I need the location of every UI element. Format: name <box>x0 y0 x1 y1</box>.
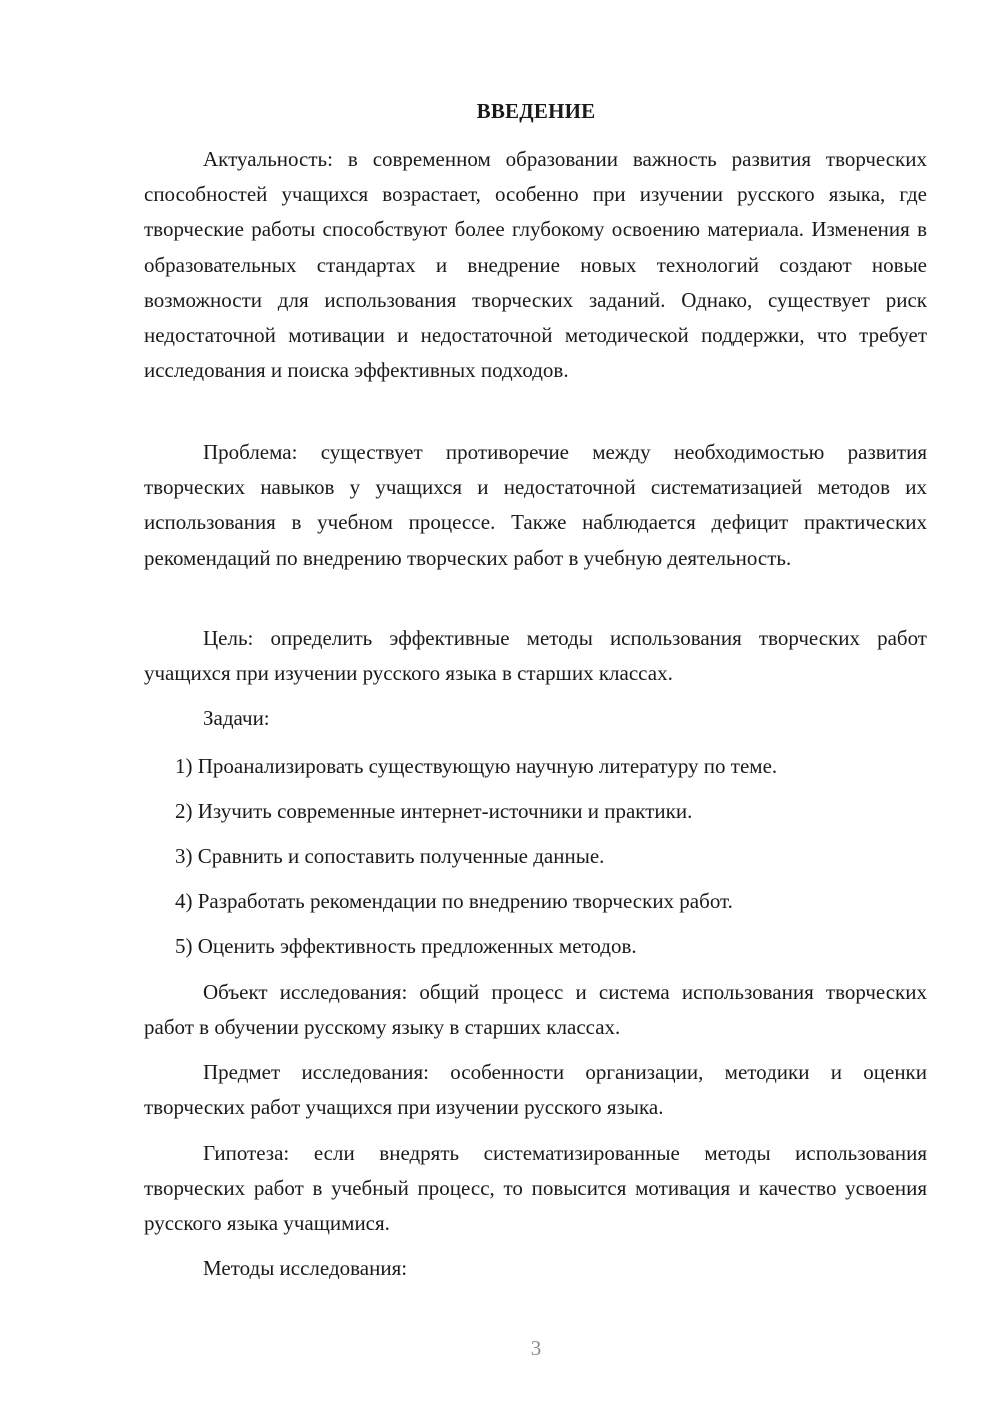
section-heading: ВВЕДЕНИЕ <box>476 99 596 123</box>
tasks-label: Задачи: <box>203 706 270 730</box>
task-item-4: 4) Разработать рекомендации по внедрению творческих работ. <box>175 889 733 913</box>
problem-paragraph: Проблема: существует противоречие между необходимостью развития творческих навыков у учащихся и недостаточной систематизацией методов их использования в учебном процессе. Также наблюдается дефицит практических рекомендаций по внедрению творческих работ в учебную деятельность. <box>144 440 927 570</box>
relevance-paragraph: Актуальность: в современном образовании важность развития творческих способностей учащихся возрастает, особенно при изучении русского языка, где творческие работы способствуют более глубокому освоению материала. Изменения в образовательных стандартах и внедрение новых технологий создают новые возможности для использования творческих заданий. Однако, существует риск недостаточной мотивации и недостаточной методической поддержки, что требует исследования и поиска эффективных подходов. <box>144 147 927 383</box>
hypothesis-paragraph: Гипотеза: если внедрять систематизированные методы использования творческих работ в учебный процесс, то повысится мотивация и качество усвоения русского языка учащимися. <box>144 1141 927 1236</box>
object-paragraph: Объект исследования: общий процесс и система использования творческих работ в обучении русскому языку в старших классах. <box>144 980 927 1040</box>
subject-paragraph: Предмет исследования: особенности организации, методики и оценки творческих работ учащихся при изучении русского языка. <box>144 1060 927 1120</box>
task-item-2: 2) Изучить современные интернет-источники и практики. <box>175 799 693 823</box>
goal-paragraph: Цель: определить эффективные методы использования творческих работ учащихся при изучении русского языка в старших классах. <box>144 626 927 686</box>
task-item-1: 1) Проанализировать существующую научную литературу по теме. <box>175 754 778 778</box>
task-item-5: 5) Оценить эффективность предложенных методов. <box>175 934 637 958</box>
methods-label: Методы исследования: <box>203 1256 408 1280</box>
task-item-3: 3) Сравнить и сопоставить полученные данные. <box>175 844 605 868</box>
page-number: 3 <box>530 1336 542 1360</box>
